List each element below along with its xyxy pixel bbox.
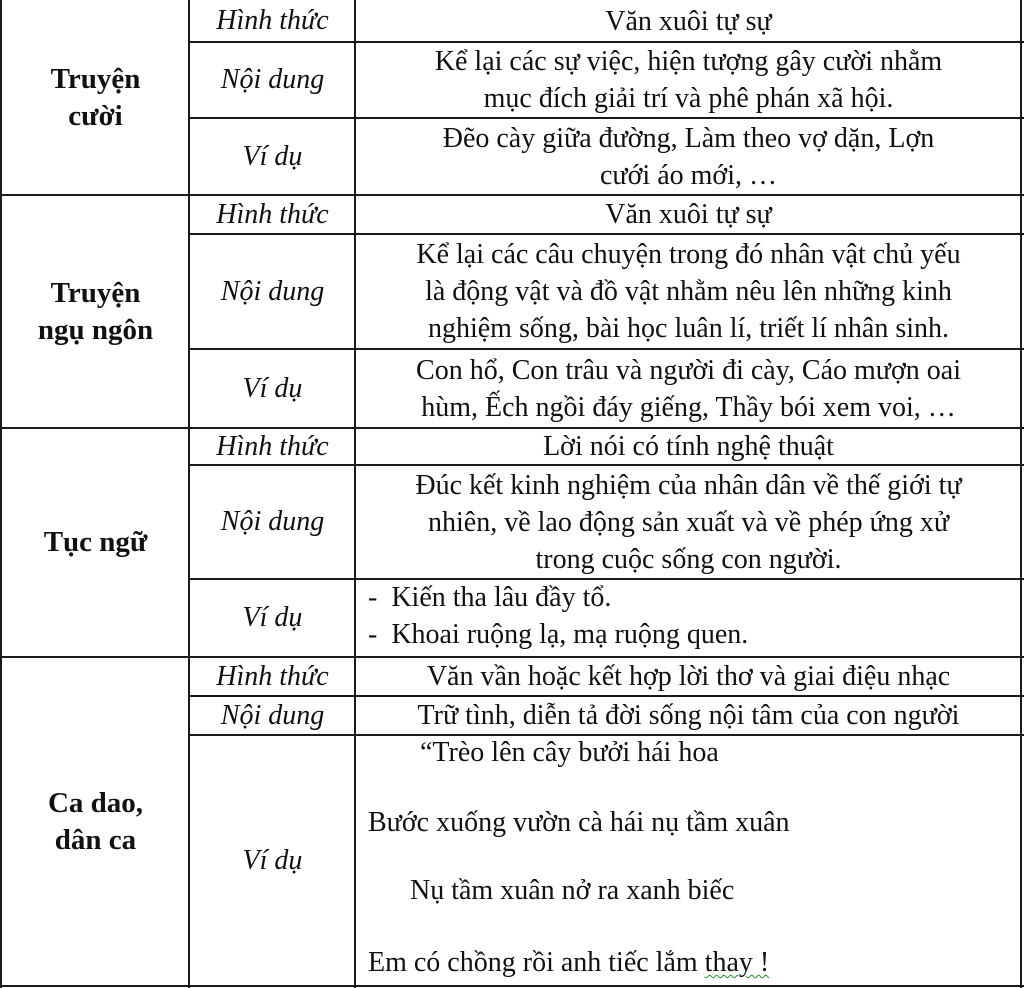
label-content: Nội dung xyxy=(220,699,325,731)
text-line: Đúc kết kinh nghiệm của nhân dân về thế giới tự xyxy=(415,469,962,501)
genre-line: ngụ ngôn xyxy=(37,313,154,346)
text-line: Con hổ, Con trâu và người đi cày, Cáo mượn oai xyxy=(416,354,961,386)
genre-line: Ca dao, xyxy=(47,786,144,819)
text-line: mục đích giải trí và phê phán xã hội. xyxy=(483,83,894,114)
genre-line: dân ca xyxy=(54,823,137,856)
genre-ca-dao-dan-ca xyxy=(2,657,189,986)
text-line: nghiệm sống, bài học luân lí, triết lí nhân sinh. xyxy=(427,313,950,344)
text-line: - Khoai ruộng lạ, mạ ruộng quen. xyxy=(368,619,749,650)
label-form: Hình thức xyxy=(216,198,329,230)
poem-line: “Trèo lên cây bưởi hái hoa xyxy=(420,737,719,768)
label-example: Ví dụ xyxy=(242,372,303,404)
text-line: - Kiến tha lâu đầy tổ. xyxy=(368,582,612,613)
example-value xyxy=(368,579,1018,657)
poem-block xyxy=(356,735,1021,986)
genre-truyen-cuoi xyxy=(2,0,189,195)
poem-line-end: thay ! xyxy=(704,947,770,978)
label-form: Hình thức xyxy=(216,5,329,36)
genre-line: cười xyxy=(68,99,123,132)
content-value xyxy=(356,465,1021,579)
form-value: Lời nói có tính nghệ thuật xyxy=(543,431,834,462)
label-form: Hình thức xyxy=(216,660,329,692)
text-line: là động vật và đồ vật nhằm nêu lên những kinh xyxy=(425,276,952,307)
poem-line: Bước xuống vườn cà hái nụ tầm xuân xyxy=(368,807,790,838)
content-value: Trữ tình, diễn tả đời sống nội tâm của con người xyxy=(417,700,960,731)
genre-line: Truyện xyxy=(50,62,141,95)
genre-line: Truyện xyxy=(50,276,141,309)
genre-tuc-ngu xyxy=(2,428,189,657)
label-example: Ví dụ xyxy=(242,844,303,876)
form-value: Văn xuôi tự sự xyxy=(605,5,772,37)
text-line: trong cuộc sống con người. xyxy=(535,543,842,575)
label-example: Ví dụ xyxy=(242,602,303,633)
text-line: hùm, Ếch ngồi đáy giếng, Thầy bói xem voi, … xyxy=(421,391,956,423)
genre-truyen-ngu-ngon xyxy=(2,195,189,428)
text-line: nhiên, về lao động sản xuất và về phép ứng xử xyxy=(427,506,949,538)
genre-line: Tục ngữ xyxy=(43,526,148,558)
text-line: Kể lại các câu chuyện trong đó nhân vật chủ yếu xyxy=(416,239,961,270)
text-line: cưới áo mới, … xyxy=(600,159,777,191)
example-value xyxy=(356,118,1021,195)
content-value xyxy=(356,42,1021,118)
poem-line-text: Em có chồng rồi anh tiếc lắm xyxy=(368,947,698,978)
poem-line: Nụ tầm xuân nở ra xanh biếc xyxy=(410,875,735,906)
label-form: Hình thức xyxy=(216,430,329,462)
poem-line-last xyxy=(368,947,769,979)
example-value xyxy=(356,349,1021,428)
label-content: Nội dung xyxy=(220,506,325,537)
content-value xyxy=(356,234,1021,349)
text-line: Đẽo cày giữa đường, Làm theo vợ dặn, Lợn xyxy=(442,122,935,154)
form-value: Văn xuôi tự sự xyxy=(605,199,772,230)
label-example: Ví dụ xyxy=(242,140,303,172)
form-value: Văn vần hoặc kết hợp lời thơ và giai điệu nhạc xyxy=(426,661,951,692)
text-line: Kể lại các sự việc, hiện tượng gây cười nhằm xyxy=(434,46,943,77)
label-content: Nội dung xyxy=(220,275,325,307)
label-content: Nội dung xyxy=(220,64,325,95)
